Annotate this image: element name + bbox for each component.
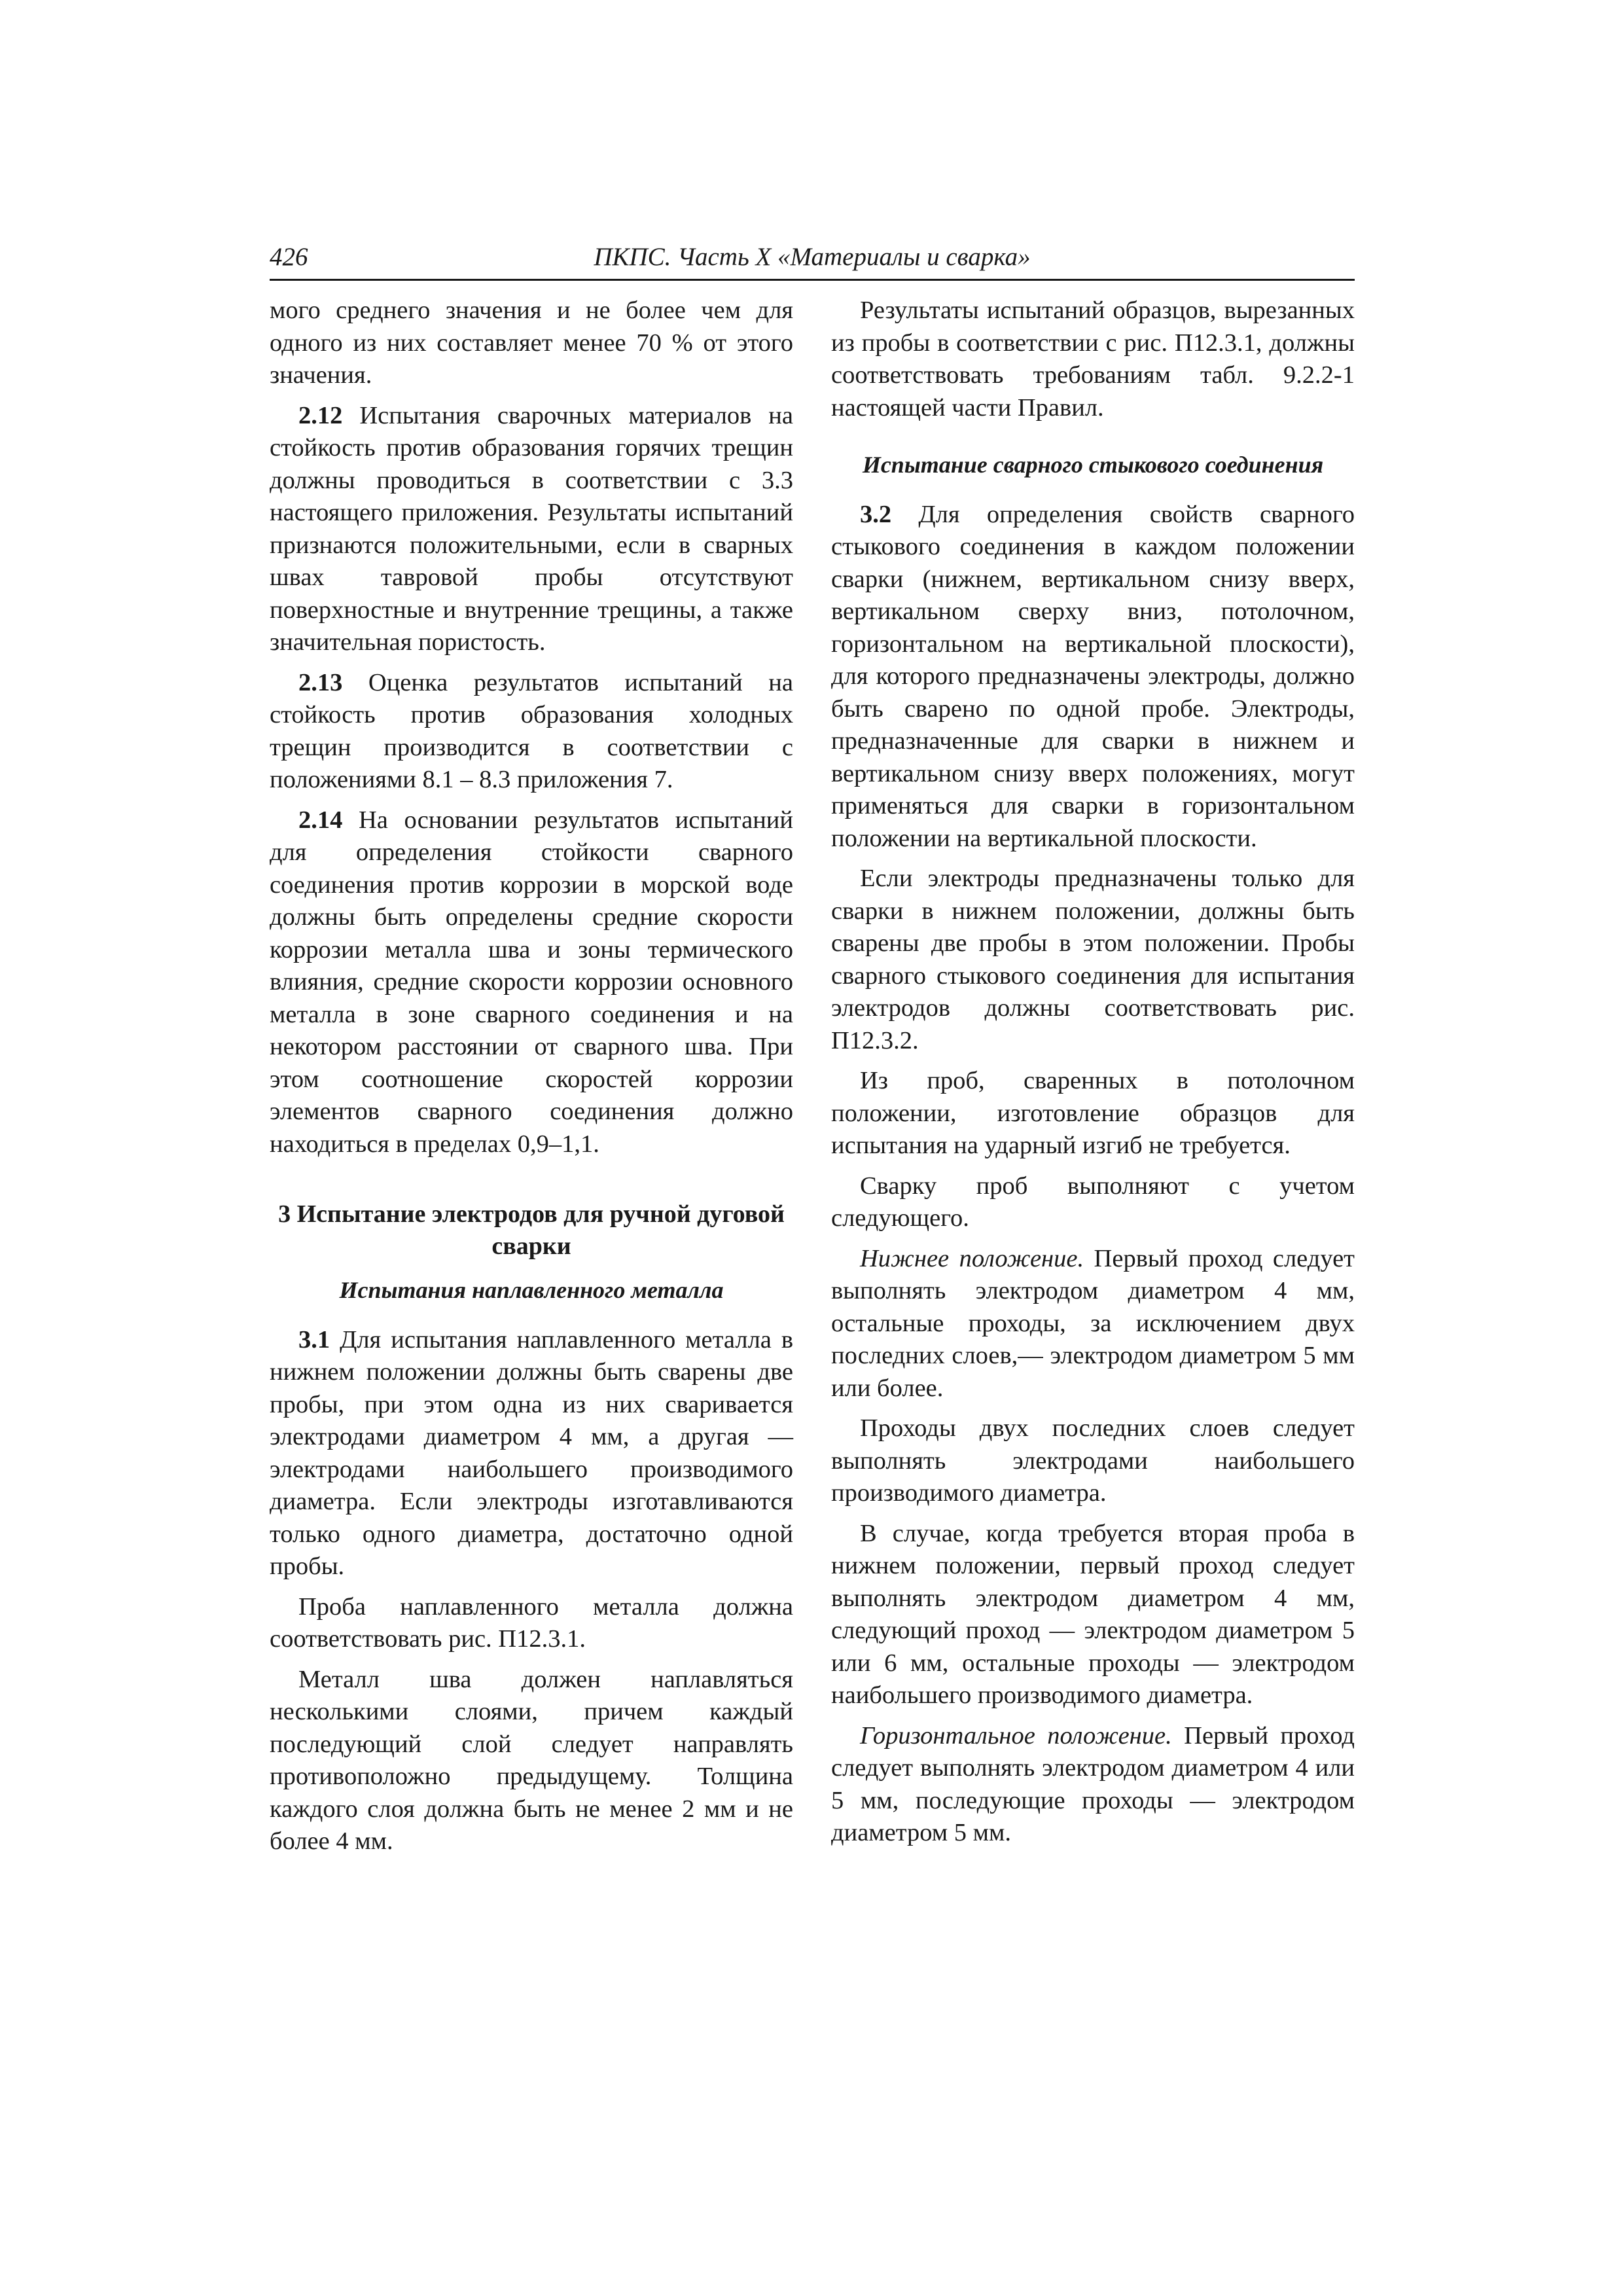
clause-number: 2.14 xyxy=(298,806,343,834)
section-heading: 3 Испытание электродов для ручной дуговой сварки xyxy=(278,1200,785,1260)
subsection-heading: Испытания наплавленного металла xyxy=(339,1277,724,1303)
run-in-label: Горизонтальное положение. xyxy=(860,1721,1172,1749)
subsection-heading: Испытание сварного стыкового соединения xyxy=(862,452,1324,478)
paragraph-horizontal-position xyxy=(831,1720,1355,1850)
paragraph-text: Оценка результатов испытаний на стойкость против образования холодных трещин производится в соответствии с положениями 8.1 – 8.3 приложения 7. xyxy=(270,668,793,793)
paragraph-text: Для испытания наплавленного металла в нижнем положении должны быть сварены две пробы, при этом одна из них сваривается электродами диаметром 4 мм, а другая — электродами наибольшего производимого диаметра. Если электроды изготавливаются только одного диаметра, достаточно одной пробы. xyxy=(270,1325,793,1580)
paragraph: Если электроды предназначены только для сварки в нижнем положении, должны быть сварены две пробы в этом положении. Пробы сварного стыкового соединения для испытания электродов должны соответствовать рис. П12.3.2. xyxy=(831,865,1355,1054)
left-column xyxy=(270,295,793,1866)
paragraph-text: На основании результатов испытаний для определения стойкости сварного соединения против коррозии в морской воде должны быть определены средние скорости коррозии металла шва и зоны термического влияния, средние скорости коррозии основного металла в зоне сварного соединения и на некотором расстоянии от сварного шва. При этом соотношение скоростей коррозии элементов сварного соединения должно находиться в пределах 0,9–1,1. xyxy=(270,806,793,1158)
running-header xyxy=(270,238,1355,281)
clause-number: 2.12 xyxy=(298,401,343,429)
paragraph-3-2 xyxy=(831,499,1355,855)
paragraph: Проба наплавленного металла должна соответствовать рис. П12.3.1. xyxy=(270,1592,793,1653)
running-title: ПКПС. Часть X «Материалы и сварка» xyxy=(594,243,1031,271)
paragraph: В случае, когда требуется вторая проба в нижнем положении, первый проход следует выполнять электродом диаметром 4 мм, следующий проход — электродом диаметром 5 или 6 мм, остальные проходы — электродом наибольшего производимого диаметра. xyxy=(831,1519,1355,1709)
paragraph: Результаты испытаний образцов, вырезанных из пробы в соответствии с рис. П12.3.1, должны соответствовать требованиям табл. 9.2.2-1 настоящей части Правил. xyxy=(831,296,1355,422)
run-in-label: Нижнее положение. xyxy=(860,1244,1084,1272)
paragraph-2-13 xyxy=(270,667,793,797)
paragraph-3-1 xyxy=(270,1324,793,1583)
paragraph: Сварку проб выполняют с учетом следующего. xyxy=(831,1172,1355,1232)
paragraph-text: Первый проход следует выполнять электродом диаметром 4 мм, остальные проходы, за исключением двух последних слоев,— электродом диаметром 5 мм или более. xyxy=(831,1244,1355,1402)
paragraph: Проходы двух последних слоев следует выполнять электродами наибольшего производимого диаметра. xyxy=(831,1414,1355,1507)
paragraph-continuation: мого среднего значения и не более чем для одного из них составляет менее 70 % от этого значения. xyxy=(270,296,793,389)
page-number: 426 xyxy=(270,243,308,271)
paragraph-text: Для определения свойств сварного стыкового соединения в каждом положении сварки (нижнем, вертикальном снизу вверх, вертикальном сверху вниз, потолочном, горизонтальном на вертикальной плоскости), для которого предназначены электроды, должно быть сварено по одной пробе. Электроды, предназначенные для сварки в нижнем и вертикальном снизу вверх положениях, могут применяться для сварки в горизонтальном положении на вертикальной плоскости. xyxy=(831,500,1355,852)
paragraph: Металл шва должен наплавляться несколькими слоями, причем каждый последующий слой следует направлять противоположно предыдущему. Толщина каждого слоя должна быть не менее 2 мм и не более 4 мм. xyxy=(270,1665,793,1855)
paragraph-text: Первый проход следует выполнять электродом диаметром 4 или 5 мм, последующие проходы — электродом диаметром 5 мм. xyxy=(831,1721,1355,1846)
paragraph-flat-position xyxy=(831,1243,1355,1405)
right-column xyxy=(831,295,1355,1857)
clause-number: 3.1 xyxy=(298,1325,330,1354)
paragraph-2-12 xyxy=(270,400,793,659)
paragraph-text: Испытания сварочных материалов на стойкость против образования горячих трещин должны проводиться в соответствии с 3.3 настоящего приложения. Результаты испытаний признаются положительными, если в сварных швах тавровой пробы отсутствуют поверхностные и внутренние трещины, а также значительная пористость. xyxy=(270,401,793,656)
paragraph-2-14 xyxy=(270,804,793,1161)
clause-number: 2.13 xyxy=(298,668,343,696)
clause-number: 3.2 xyxy=(860,500,892,528)
paragraph: Из проб, сваренных в потолочном положении, изготовление образцов для испытания на ударный изгиб не требуется. xyxy=(831,1067,1355,1159)
